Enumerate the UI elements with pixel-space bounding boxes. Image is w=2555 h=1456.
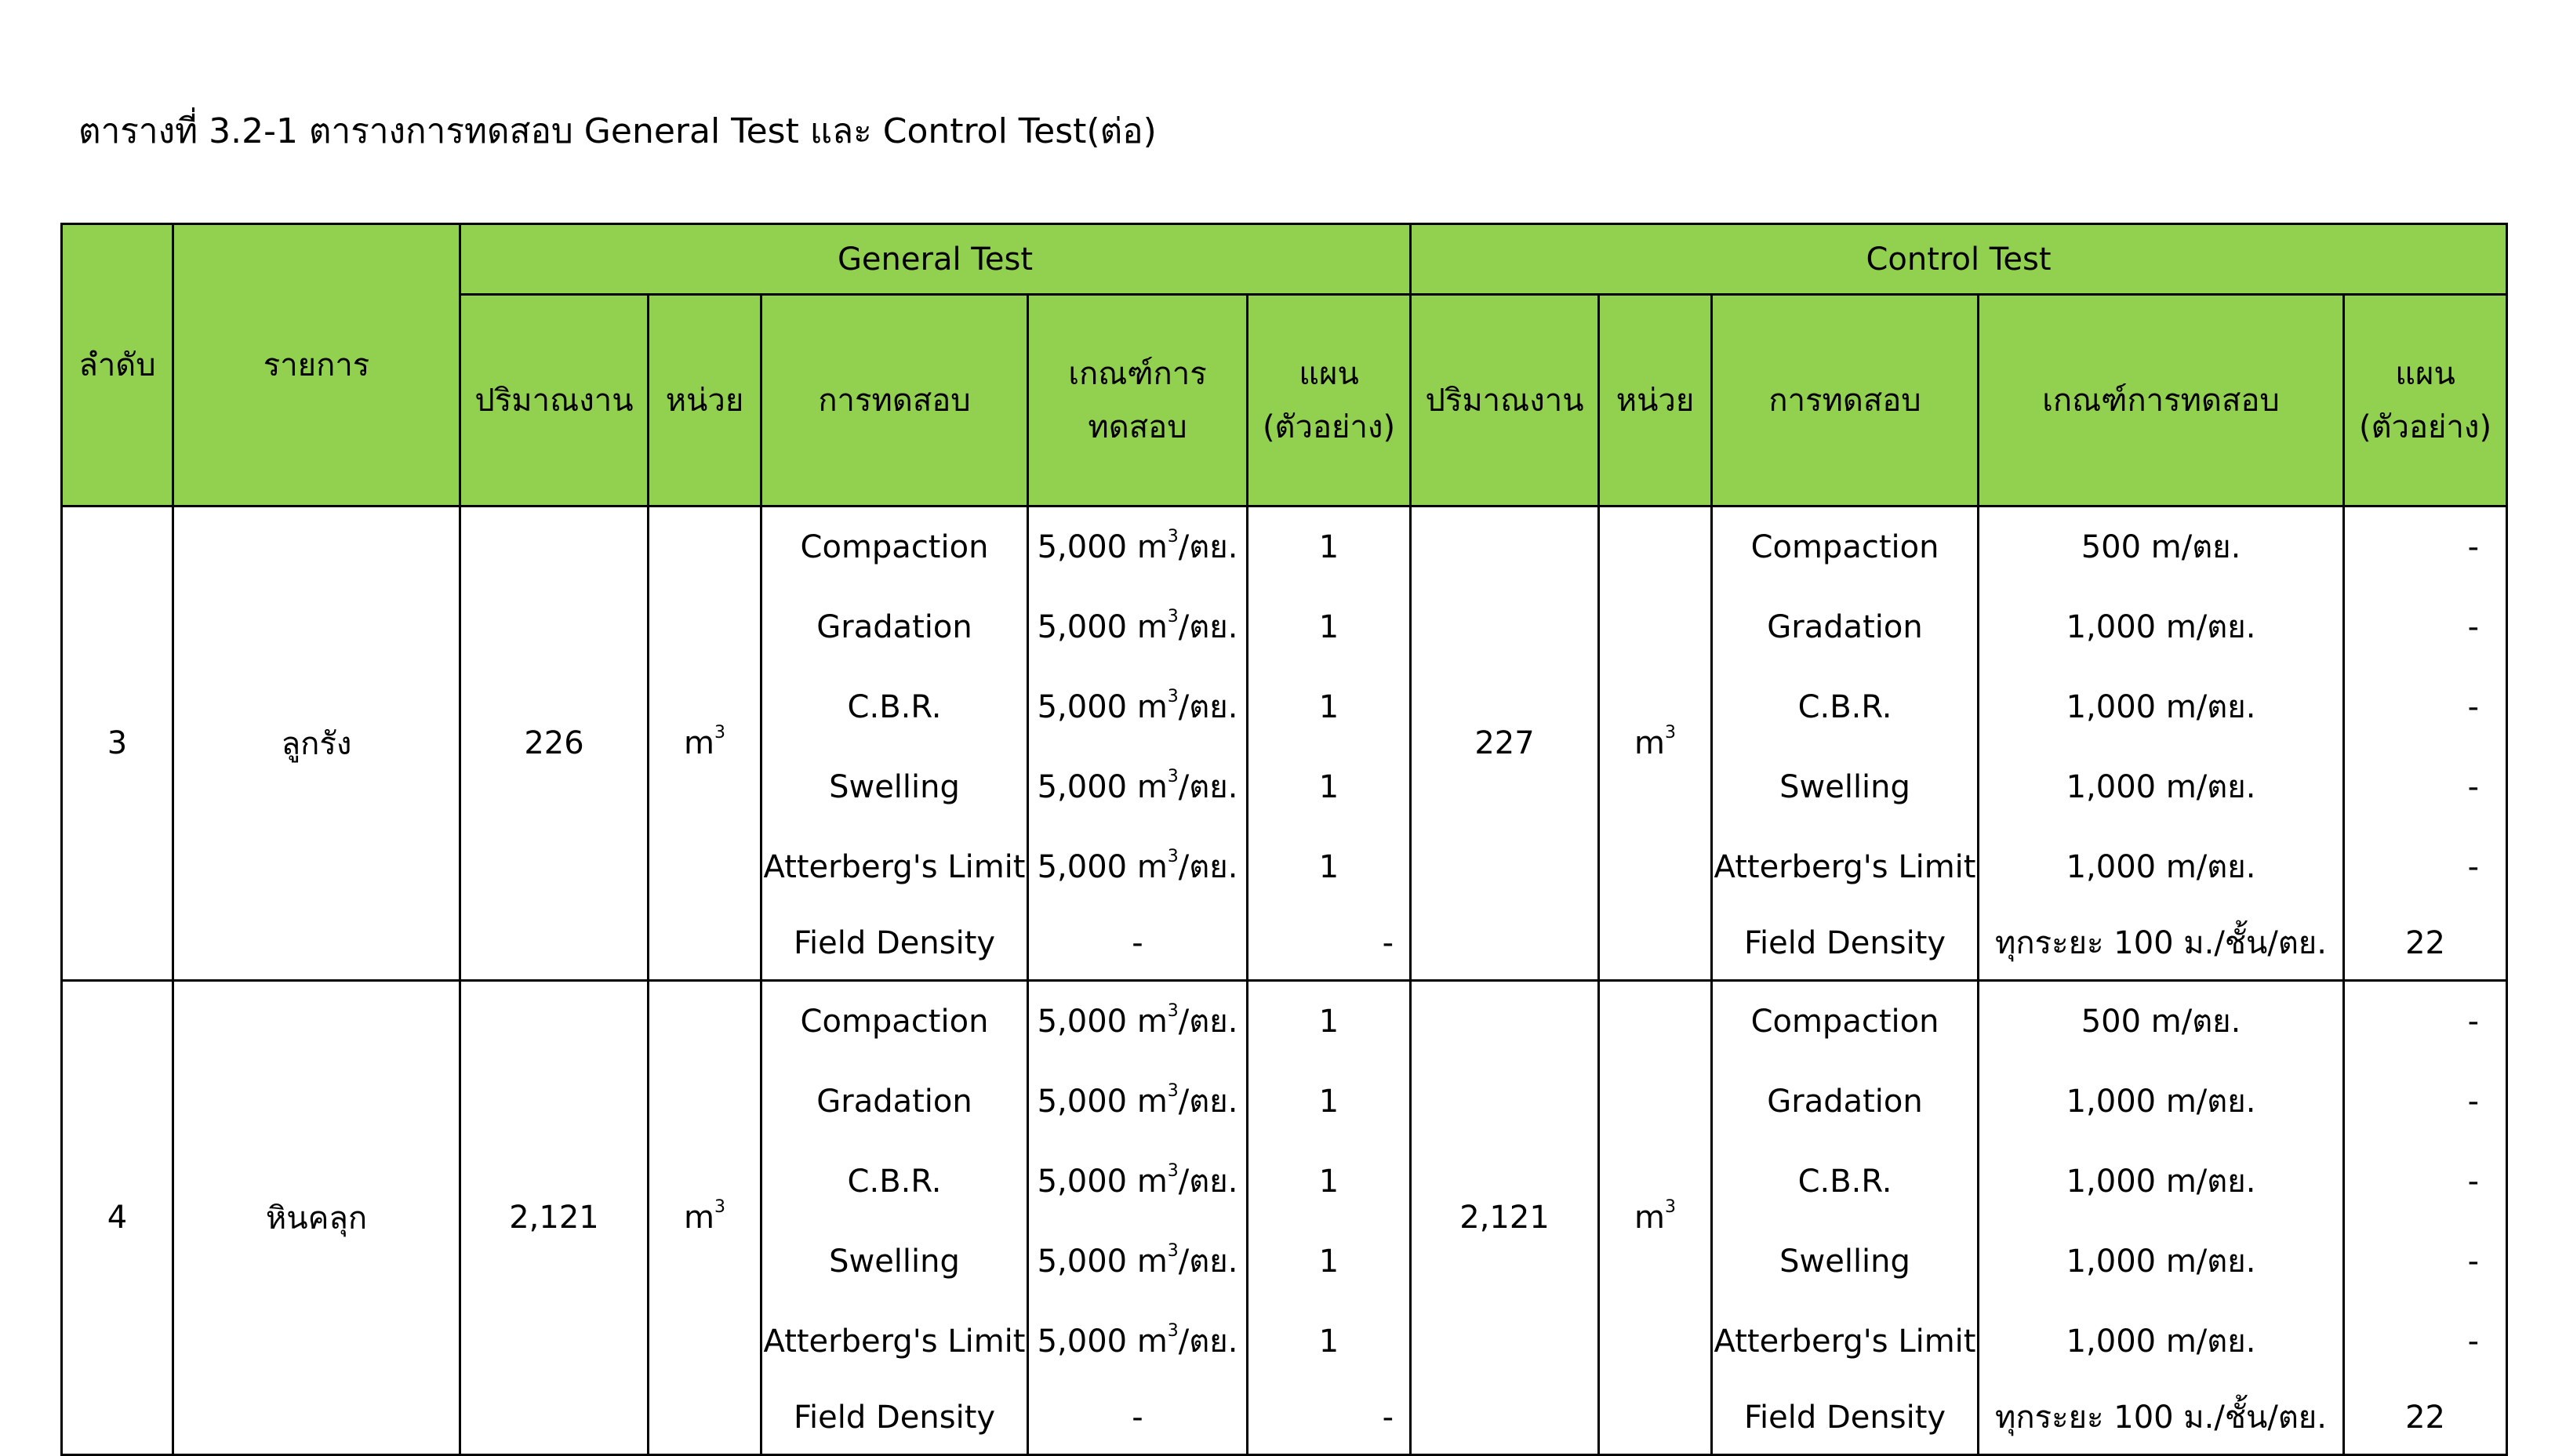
criteria-value: - — [1132, 925, 1143, 961]
control-criteria-line: 1,000 m/ตย. — [2066, 1323, 2256, 1360]
criteria-value: 5,000 m — [1037, 689, 1168, 725]
test-table-container — [60, 223, 2506, 1456]
table-body — [62, 507, 2507, 1455]
criteria-value: 5,000 m — [1037, 1323, 1168, 1360]
row-item: หินคลุก — [173, 981, 460, 1455]
general-criteria-line — [1029, 1062, 1246, 1142]
control-tests-line: Atterberg's Limit — [1714, 1323, 1976, 1360]
general-criteria-line — [1029, 507, 1246, 587]
criteria-suffix: /ตย. — [1178, 529, 1238, 565]
superscript: 3 — [1167, 1160, 1179, 1181]
criteria-value: 5,000 m — [1037, 769, 1168, 805]
general-plan-line: 1 — [1318, 769, 1339, 805]
general-tests-line: Swelling — [829, 769, 960, 805]
control-unit — [1599, 507, 1712, 981]
superscript: 3 — [1167, 686, 1179, 706]
criteria-value: - — [1132, 1400, 1143, 1436]
control-tests-line: Atterberg's Limit — [1714, 849, 1976, 885]
header-general-plan-line1: แผน — [1299, 355, 1359, 392]
general-plan — [1248, 981, 1411, 1455]
superscript: 3 — [1167, 1080, 1179, 1101]
general-tests-line: Compaction — [800, 529, 989, 565]
header-control-plan-line2: (ตัวอย่าง) — [2358, 408, 2492, 445]
control-tests-line: Field Density — [1743, 1400, 1946, 1436]
control-criteria-line: 1,000 m/ตย. — [2066, 609, 2256, 645]
control-criteria-line: ทุกระยะ 100 ม./ชั้น/ตย. — [1995, 1400, 2327, 1436]
general-unit — [649, 507, 761, 981]
criteria-suffix: /ตย. — [1178, 769, 1238, 805]
unit-superscript: 3 — [1665, 722, 1676, 743]
criteria-suffix: /ตย. — [1178, 1323, 1238, 1360]
control-quantity: 227 — [1411, 507, 1599, 981]
control-tests — [1712, 981, 1979, 1455]
header-general-test: General Test — [460, 224, 1411, 295]
control-criteria — [1979, 981, 2344, 1455]
general-criteria-line — [1029, 907, 1246, 979]
criteria-suffix: /ตย. — [1178, 689, 1238, 725]
general-plan-line: 1 — [1318, 529, 1339, 565]
general-plan-line: 1 — [1318, 1004, 1339, 1040]
control-plan-line: - — [2467, 609, 2480, 645]
general-tests-line: Atterberg's Limit — [763, 1323, 1026, 1360]
control-tests — [1712, 507, 1979, 981]
criteria-suffix: /ตย. — [1178, 1004, 1238, 1040]
header-general-criteria — [1028, 295, 1248, 507]
control-criteria-line: 1,000 m/ตย. — [2066, 689, 2256, 725]
general-plan-line: 1 — [1318, 689, 1339, 725]
general-tests-line: C.B.R. — [847, 689, 942, 725]
criteria-suffix: /ตย. — [1178, 1244, 1238, 1280]
general-tests-line: Atterberg's Limit — [763, 849, 1026, 885]
control-quantity: 2,121 — [1411, 981, 1599, 1455]
header-control-test-name: การทดสอบ — [1712, 295, 1979, 507]
control-tests-line: C.B.R. — [1797, 689, 1892, 725]
header-general-quantity: ปริมาณงาน — [460, 295, 649, 507]
table-row — [62, 507, 2507, 981]
header-control-criteria: เกณฑ์การทดสอบ — [1979, 295, 2344, 507]
control-criteria-line: 1,000 m/ตย. — [2066, 849, 2256, 885]
general-plan-line: 1 — [1318, 1323, 1339, 1360]
criteria-value: 5,000 m — [1037, 1084, 1168, 1120]
header-general-plan-line2: (ตัวอย่าง) — [1262, 408, 1396, 445]
header-general-test-name: การทดสอบ — [761, 295, 1028, 507]
general-criteria-line — [1029, 827, 1246, 907]
row-order: 4 — [62, 981, 173, 1455]
general-plan-line: 1 — [1318, 849, 1339, 885]
criteria-suffix: /ตย. — [1178, 1084, 1238, 1120]
general-tests — [761, 507, 1028, 981]
control-tests-line: Compaction — [1750, 1004, 1939, 1040]
superscript: 3 — [1167, 606, 1179, 626]
header-control-quantity: ปริมาณงาน — [1411, 295, 1599, 507]
control-tests-line: Gradation — [1767, 609, 1923, 645]
unit-base: m — [1634, 1200, 1665, 1236]
control-criteria-line: 1,000 m/ตย. — [2066, 769, 2256, 805]
superscript: 3 — [1167, 1240, 1179, 1261]
general-tests-line: Compaction — [800, 1004, 989, 1040]
general-unit — [649, 981, 761, 1455]
control-tests-line: Swelling — [1779, 769, 1910, 805]
test-table — [60, 223, 2508, 1456]
unit-base: m — [684, 725, 714, 761]
control-plan-line: - — [2467, 1323, 2480, 1360]
criteria-value: 5,000 m — [1037, 1164, 1168, 1200]
header-control-plan-line1: แผน — [2395, 355, 2455, 392]
control-plan-line: - — [2467, 1244, 2480, 1280]
general-plan-line: 1 — [1318, 609, 1339, 645]
row-item: ลูกรัง — [173, 507, 460, 981]
control-plan-line: 22 — [2405, 925, 2445, 961]
general-plan-line: - — [1382, 1400, 1394, 1436]
page-title: ตารางที่ 3.2-1 ตารางการทดสอบ General Test และ Control Test(ต่อ) — [78, 111, 1157, 151]
superscript: 3 — [1167, 1320, 1179, 1341]
row-order: 3 — [62, 507, 173, 981]
general-criteria-line — [1029, 1382, 1246, 1454]
control-plan — [2344, 981, 2507, 1455]
control-plan-line: - — [2467, 1004, 2480, 1040]
table-header — [62, 224, 2507, 507]
unit-base: m — [1634, 725, 1665, 761]
general-plan-line: 1 — [1318, 1084, 1339, 1120]
general-quantity: 226 — [460, 507, 649, 981]
general-tests-line: Field Density — [793, 925, 996, 961]
general-tests-line: Swelling — [829, 1244, 960, 1280]
general-tests-line: C.B.R. — [847, 1164, 942, 1200]
control-tests-line: C.B.R. — [1797, 1164, 1892, 1200]
control-criteria-line: 500 m/ตย. — [2081, 1004, 2241, 1040]
control-plan-line: - — [2467, 1164, 2480, 1200]
header-control-unit: หน่วย — [1599, 295, 1712, 507]
general-tests — [761, 981, 1028, 1455]
general-tests-line: Gradation — [816, 1084, 972, 1120]
control-tests-line: Field Density — [1743, 925, 1946, 961]
control-plan-line: - — [2467, 849, 2480, 885]
general-criteria — [1028, 981, 1248, 1455]
unit-superscript: 3 — [714, 722, 725, 743]
unit-superscript: 3 — [714, 1196, 725, 1217]
unit-superscript: 3 — [1665, 1196, 1676, 1217]
header-order: ลำดับ — [62, 224, 173, 507]
control-tests-line: Swelling — [1779, 1244, 1910, 1280]
general-criteria-line — [1029, 747, 1246, 827]
general-tests-line: Field Density — [793, 1400, 996, 1436]
header-general-criteria-line1: เกณฑ์การ — [1068, 355, 1207, 392]
superscript: 3 — [1167, 526, 1179, 546]
header-control-plan — [2344, 295, 2507, 507]
table-row — [62, 981, 2507, 1455]
general-tests-line: Gradation — [816, 609, 972, 645]
header-general-plan — [1248, 295, 1411, 507]
general-criteria-line — [1029, 587, 1246, 667]
general-criteria-line — [1029, 667, 1246, 747]
criteria-suffix: /ตย. — [1178, 849, 1238, 885]
general-criteria-line — [1029, 1302, 1246, 1382]
general-plan-line: - — [1382, 925, 1394, 961]
criteria-suffix: /ตย. — [1178, 609, 1238, 645]
header-control-test: Control Test — [1411, 224, 2507, 295]
general-plan-line: 1 — [1318, 1164, 1339, 1200]
control-criteria-line: 1,000 m/ตย. — [2066, 1164, 2256, 1200]
general-criteria — [1028, 507, 1248, 981]
control-criteria-line: 1,000 m/ตย. — [2066, 1084, 2256, 1120]
criteria-value: 5,000 m — [1037, 609, 1168, 645]
control-criteria-line: 500 m/ตย. — [2081, 529, 2241, 565]
control-unit — [1599, 981, 1712, 1455]
superscript: 3 — [1167, 846, 1179, 866]
control-plan-line: 22 — [2405, 1400, 2445, 1436]
criteria-value: 5,000 m — [1037, 849, 1168, 885]
control-criteria-line: ทุกระยะ 100 ม./ชั้น/ตย. — [1995, 925, 2327, 961]
header-general-criteria-line2: ทดสอบ — [1088, 408, 1187, 445]
criteria-value: 5,000 m — [1037, 529, 1168, 565]
control-plan-line: - — [2467, 689, 2480, 725]
criteria-value: 5,000 m — [1037, 1004, 1168, 1040]
unit-base: m — [684, 1200, 714, 1236]
general-plan — [1248, 507, 1411, 981]
general-criteria-line — [1029, 1222, 1246, 1302]
control-criteria — [1979, 507, 2344, 981]
general-criteria-line — [1029, 982, 1246, 1062]
control-plan — [2344, 507, 2507, 981]
general-criteria-line — [1029, 1142, 1246, 1222]
header-item: รายการ — [173, 224, 460, 507]
control-criteria-line: 1,000 m/ตย. — [2066, 1244, 2256, 1280]
control-plan-line: - — [2467, 1084, 2480, 1120]
general-quantity: 2,121 — [460, 981, 649, 1455]
general-plan-line: 1 — [1318, 1244, 1339, 1280]
header-general-unit: หน่วย — [649, 295, 761, 507]
control-tests-line: Compaction — [1750, 529, 1939, 565]
superscript: 3 — [1167, 766, 1179, 786]
control-plan-line: - — [2467, 529, 2480, 565]
control-tests-line: Gradation — [1767, 1084, 1923, 1120]
superscript: 3 — [1167, 1000, 1179, 1021]
control-plan-line: - — [2467, 769, 2480, 805]
criteria-suffix: /ตย. — [1178, 1164, 1238, 1200]
criteria-value: 5,000 m — [1037, 1244, 1168, 1280]
